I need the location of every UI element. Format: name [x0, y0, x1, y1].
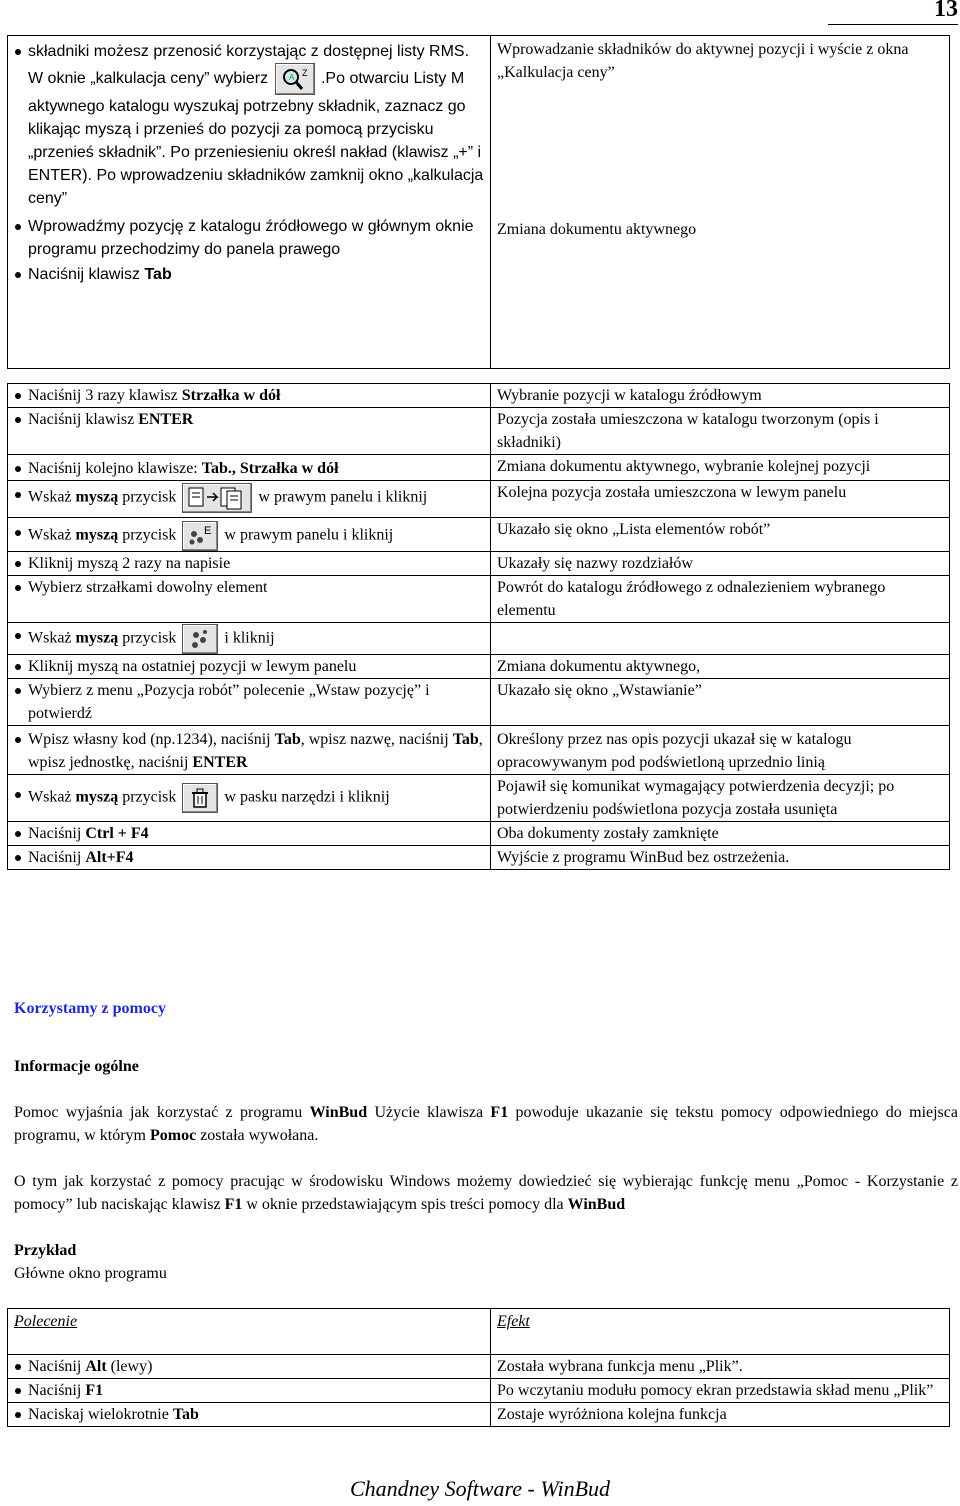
effect-cell: Wyjście z programu WinBud bez ostrzeżenia.	[491, 846, 950, 870]
effect-cell: Oba dokumenty zostały zamknięte	[491, 822, 950, 846]
effect-cell: Wybranie pozycji w katalogu źródłowym	[491, 384, 950, 408]
effect-text: Zmiana dokumentu aktywnego	[497, 221, 697, 238]
column-header-command: Polecenie	[14, 1313, 78, 1330]
example-subtitle: Główne okno programu	[14, 1265, 167, 1282]
table-row: Wskaż myszą przycisk w pasku narzędzi i kliknij Pojawił się komunikat wymagający potwierdzenia decyzji; po potwierdzeniu podświetlona pozycja została usunięta	[8, 775, 950, 822]
table-row: Naciśnij klawisz ENTER Pozycja została umieszczona w katalogu tworzonym (opis i składniki)	[8, 408, 950, 455]
table-row: Wpisz własny kod (np.1234), naciśnij Tab, wpisz nazwę, naciśnij Tab, wpisz jednostkę, naciśnij ENTER Określony przez nas opis pozycji ukazał się w katalogu opracowywanym pod podświetloną uprzednio linią	[8, 726, 950, 775]
steps-table	[7, 383, 950, 870]
effect-cell: Ukazały się nazwy rozdziałów	[491, 552, 950, 576]
svg-text:Z: Z	[301, 68, 308, 78]
list-item: składniki możesz przenosić korzystając z dostępnej listy RMS. W oknie „kalkulacja ceny” wybierz Z A .Po otwarciu Listy M aktywnego katalogu wyszukaj potrzebny składnik, zaznacz go klikając myszą i przenieś do pozycji za pomocą przycisku „przenieś składnik”. Po przeniesieniu określ nakład (klawisz „+” i ENTER). Po wprowadzeniu składników zamknij okno „kalkulacja ceny”	[14, 40, 484, 210]
list-item: Wprowadźmy pozycję z katalogu źródłowego w głównym oknie programu przechodzimy do panela prawego	[14, 215, 484, 261]
help-paragraph-1: Pomoc wyjaśnia jak korzystać z programu WinBud Użycie klawisza F1 powoduje ukazanie się tekstu pomocy odpowiedniego do miejsca programu, w którym Pomoc została wywołana.	[14, 1104, 958, 1144]
effect-cell: Powrót do katalogu źródłowego z odnalezieniem wybranego elementu	[491, 576, 950, 623]
example-label: Przykład	[14, 1242, 77, 1259]
effect-cell: Określony przez nas opis pozycji ukazał się w katalogu opracowywanym pod podświetloną uprzednio linią	[491, 726, 950, 775]
effect-cell	[491, 623, 950, 655]
help-paragraph-2: O tym jak korzystać z pomocy pracując w środowisku Windows możemy dowiedzieć się wybierając funkcję menu „Pomoc - Korzystanie z pomocy” lub naciskając klawisz F1 w oknie przedstawiającym spis treści pomocy dla WinBud	[14, 1173, 958, 1213]
table-row: Wskaż myszą przycisk E w prawym panelu i kliknij Ukazało się okno „Lista elementów robót”	[8, 518, 950, 552]
table-row: Wybierz strzałkami dowolny element Powrót do katalogu źródłowego z odnalezieniem wybranego elementu	[8, 576, 950, 623]
table-row: Naciskaj wielokrotnie Tab Zostaje wyróżniona kolejna funkcja	[8, 1403, 950, 1427]
svg-text:A: A	[288, 73, 294, 82]
effect-cell: Zostaje wyróżniona kolejna funkcja	[491, 1403, 950, 1427]
column-header-effect: Efekt	[497, 1313, 530, 1330]
table-row: Wskaż myszą przycisk w prawym panelu i kliknij Kolejna pozycja została umieszczona w lewym panelu	[8, 481, 950, 518]
effect-cell: Ukazało się okno „Wstawianie”	[491, 679, 950, 726]
delete-item-icon	[182, 783, 218, 813]
effect-cell: Zmiana dokumentu aktywnego,	[491, 655, 950, 679]
effect-cell: Pozycja została umieszczona w katalogu tworzonym (opis i składniki)	[491, 408, 950, 455]
table-header-row	[8, 1309, 950, 1355]
element-list-icon	[182, 521, 218, 551]
help-steps-table	[7, 1308, 950, 1427]
find-element-icon	[182, 624, 218, 654]
effect-cell: Pojawił się komunikat wymagający potwierdzenia decyzji; po potwierdzeniu podświetlona pozycja została usunięta	[491, 775, 950, 822]
effect-text: Wprowadzanie składników do aktywnej pozycji i wyście z okna „Kalkulacja ceny”	[497, 41, 909, 81]
table-row: Naciśnij Ctrl + F4 Oba dokumenty zostały zamknięte	[8, 822, 950, 846]
table-row: Kliknij myszą 2 razy na napisie Ukazały się nazwy rozdziałów	[8, 552, 950, 576]
table-row: Kliknij myszą na ostatniej pozycji w lewym panelu Zmiana dokumentu aktywnego,	[8, 655, 950, 679]
top-left-cell	[8, 36, 491, 369]
table-row: Naciśnij 3 razy klawisz Strzałka w dół Wybranie pozycji w katalogu źródłowym	[8, 384, 950, 408]
top-steps-table	[7, 35, 950, 369]
table-row: Naciśnij Alt (lewy) Została wybrana funkcja menu „Plik”.	[8, 1355, 950, 1379]
page-footer: Chandney Software - WinBud	[349, 1476, 611, 1501]
svg-text:E: E	[204, 525, 212, 537]
effect-cell: Po wczytaniu modułu pomocy ekran przedstawia skład menu „Plik”	[491, 1379, 950, 1403]
transfer-items-icon	[182, 483, 252, 513]
table-row: Naciśnij F1 Po wczytaniu modułu pomocy ekran przedstawia skład menu „Plik”	[8, 1379, 950, 1403]
effect-cell: Kolejna pozycja została umieszczona w lewym panelu	[491, 481, 950, 518]
table-row: Wskaż myszą przycisk i kliknij	[8, 623, 950, 655]
table-row: Naciśnij kolejno klawisze: Tab., Strzałka w dół Zmiana dokumentu aktywnego, wybranie kolejnej pozycji	[8, 455, 950, 481]
page-number: 13	[828, 0, 958, 25]
effect-cell: Została wybrana funkcja menu „Plik”.	[491, 1355, 950, 1379]
effect-cell: Ukazało się okno „Lista elementów robót”	[491, 518, 950, 552]
top-right-cell	[491, 36, 950, 369]
list-item: Naciśnij klawisz Tab	[14, 263, 484, 286]
calculation-search-icon	[275, 63, 315, 95]
help-subheading: Informacje ogólne	[14, 1058, 139, 1075]
table-row: Wybierz z menu „Pozycja robót” polecenie „Wstaw pozycję” i potwierdź Ukazało się okno „Wstawianie”	[8, 679, 950, 726]
help-heading: Korzystamy z pomocy	[14, 1000, 166, 1017]
effect-cell: Zmiana dokumentu aktywnego, wybranie kolejnej pozycji	[491, 455, 950, 481]
table-row: Naciśnij Alt+F4 Wyjście z programu WinBud bez ostrzeżenia.	[8, 846, 950, 870]
